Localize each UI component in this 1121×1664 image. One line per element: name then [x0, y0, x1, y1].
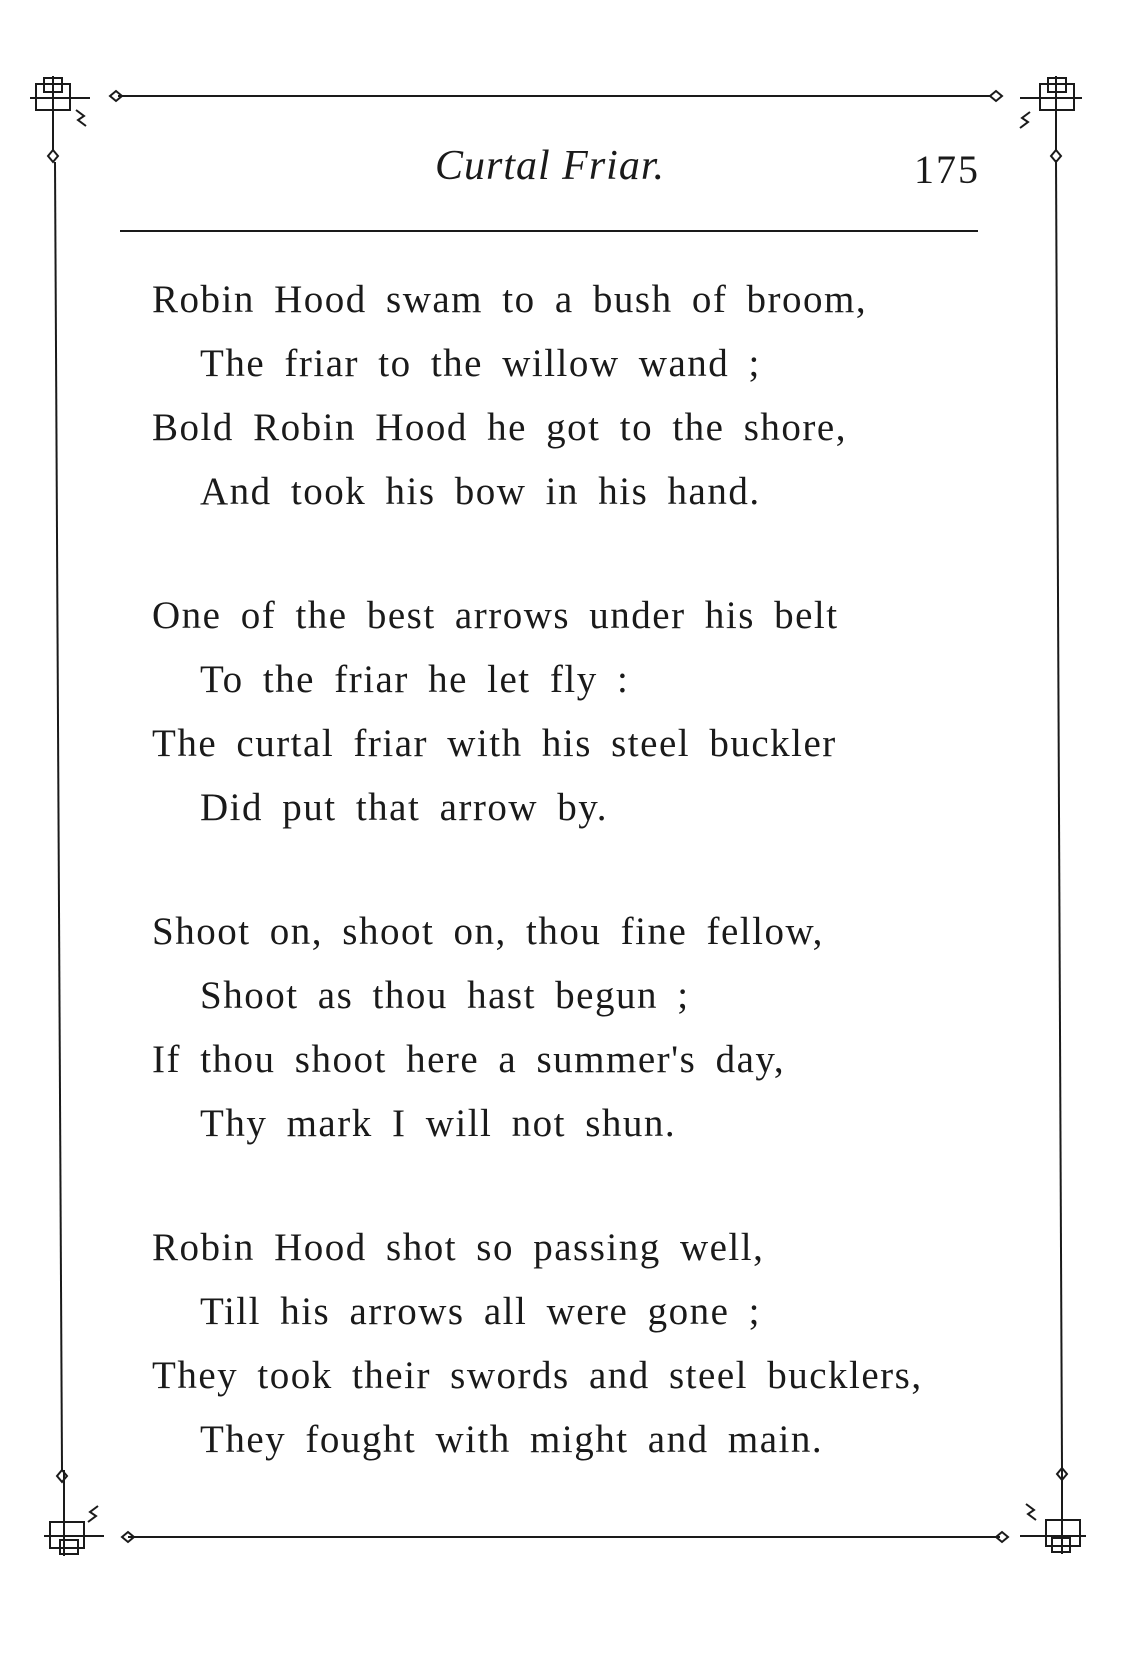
corner-ornament-top-left-icon — [30, 76, 122, 162]
poem-line: The friar to the willow wand ; — [200, 342, 761, 385]
stanza-1 — [152, 268, 1012, 524]
running-head — [120, 142, 980, 202]
poem-line: Robin Hood swam to a bush of broom, — [152, 278, 868, 321]
poem-line: Shoot as thou hast begun ; — [200, 974, 690, 1017]
running-title: Curtal Friar. — [434, 143, 666, 189]
poem-line: The curtal friar with his steel buckler — [152, 722, 837, 765]
poem-line: They fought with might and main. — [200, 1418, 824, 1461]
poem-line: Till his arrows all were gone ; — [200, 1290, 761, 1333]
corner-ornament-top-right-icon — [990, 76, 1082, 162]
poem-line: They took their swords and steel bucklers, — [152, 1354, 923, 1397]
poem-line: Did put that arrow by. — [200, 786, 608, 829]
stanza-4 — [152, 1216, 1012, 1472]
poem-line: Robin Hood shot so passing well, — [152, 1226, 765, 1269]
poem-line: If thou shoot here a summer's day, — [152, 1038, 786, 1081]
header-rule — [120, 230, 978, 232]
poem-line: One of the best arrows under his belt — [152, 594, 839, 637]
corner-ornament-bottom-left-icon — [44, 1470, 134, 1556]
stanza-2 — [152, 584, 1012, 840]
poem-body — [152, 268, 1012, 1532]
poem-line: And took his bow in his hand. — [200, 470, 761, 513]
poem-line: Shoot on, shoot on, thou fine fellow, — [152, 910, 824, 953]
poem-line: Bold Robin Hood he got to the shore, — [152, 406, 847, 449]
page-number: 175 — [914, 147, 980, 192]
poem-line: Thy mark I will not shun. — [200, 1102, 677, 1145]
poem-line: To the friar he let fly : — [200, 658, 630, 701]
stanza-3 — [152, 900, 1012, 1156]
